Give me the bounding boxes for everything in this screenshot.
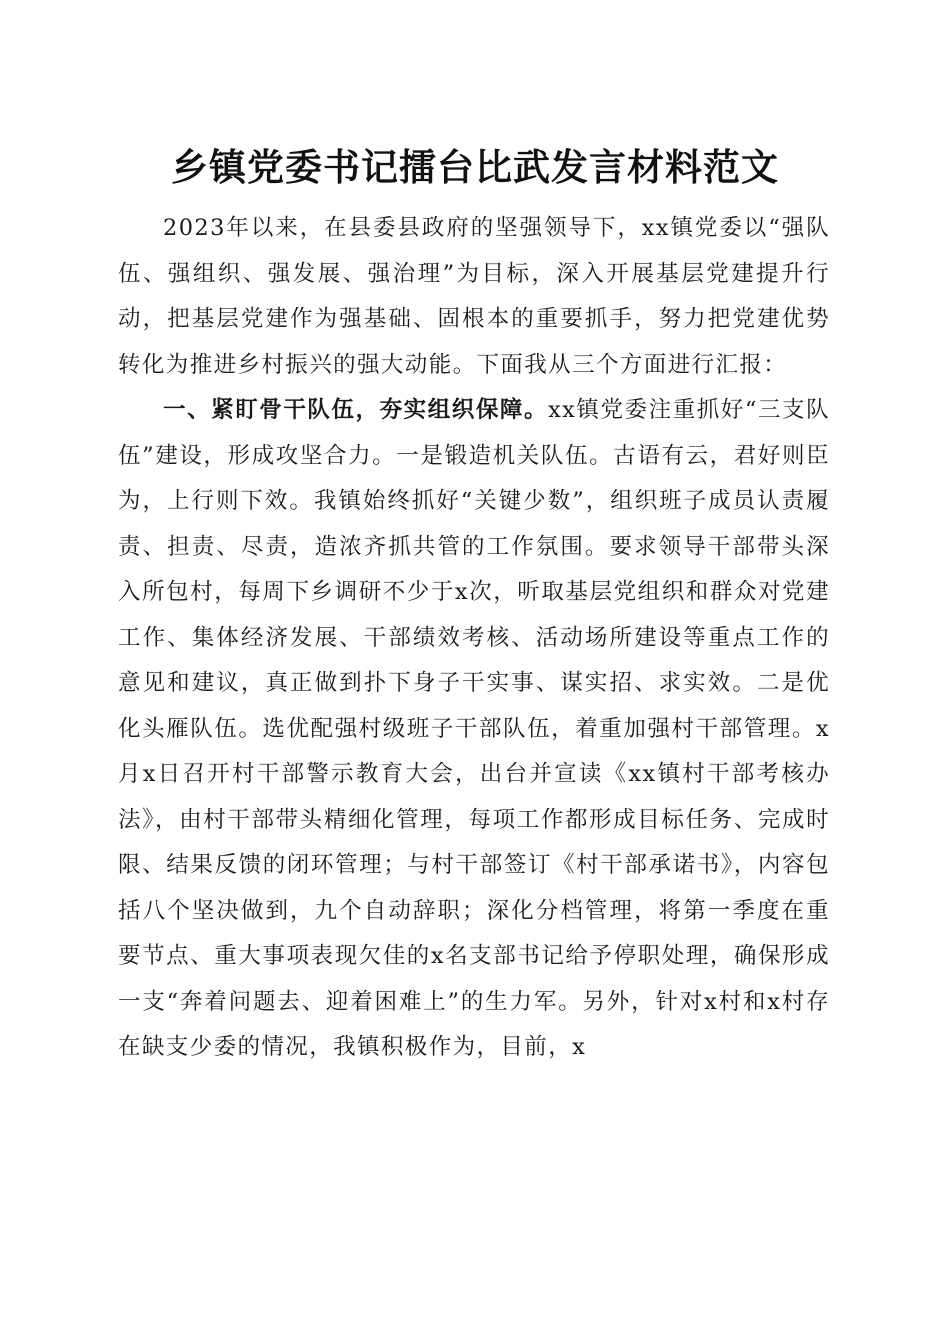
intro-paragraph-text: 2023年以来，在县委县政府的坚强领导下，xx镇党委以“强队伍、强组织、强发展、强治理”为目标，深入开展基层党建提升行动，把基层党建作为强基础、固根本的重要抓手，努力把党建优势转化为推进乡村振兴的强大动能。下面我从三个方面进行汇报：	[118, 215, 830, 378]
document-title: 乡镇党委书记擂台比武发言材料范文	[171, 145, 779, 189]
section-one-paragraph	[118, 388, 830, 1071]
section-one-heading: 一、紧盯骨干队伍，夯实组织保障。	[163, 397, 549, 423]
intro-paragraph	[118, 206, 830, 388]
section-one-text: xx镇党委注重抓好“三支队伍”建设，形成攻坚合力。一是锻造机关队伍。古语有云，君好则臣为，上行则下效。我镇始终抓好“关键少数”，组织班子成员认责履责、担责、尽责，造浓齐抓共管的工作氛围。要求领导干部带头深入所包村，每周下乡调研不少于x次，听取基层党组织和群众对党建工作、集体经济发展、干部绩效考核、活动场所建设等重点工作的意见和建议，真正做到扑下身子干实事、谋实招、求实效。二是优化头雁队伍。选优配强村级班子干部队伍，着重加强村干部管理。x月x日召开村干部警示教育大会，出台并宣读《xx镇村干部考核办法》，由村干部带头精细化管理，每项工作都形成目标任务、完成时限、结果反馈的闭环管理；与村干部签订《村干部承诺书》，内容包括八个坚决做到，九个自动辞职；深化分档管理，将第一季度在重要节点、重大事项表现欠佳的x名支部书记给予停职处理，确保形成一支“奔着问题去、迎着困难上”的生力军。另外，针对x村和x村存在缺支少委的情况，我镇积极作为，目前，x	[118, 397, 830, 1060]
document-body	[118, 206, 830, 1071]
